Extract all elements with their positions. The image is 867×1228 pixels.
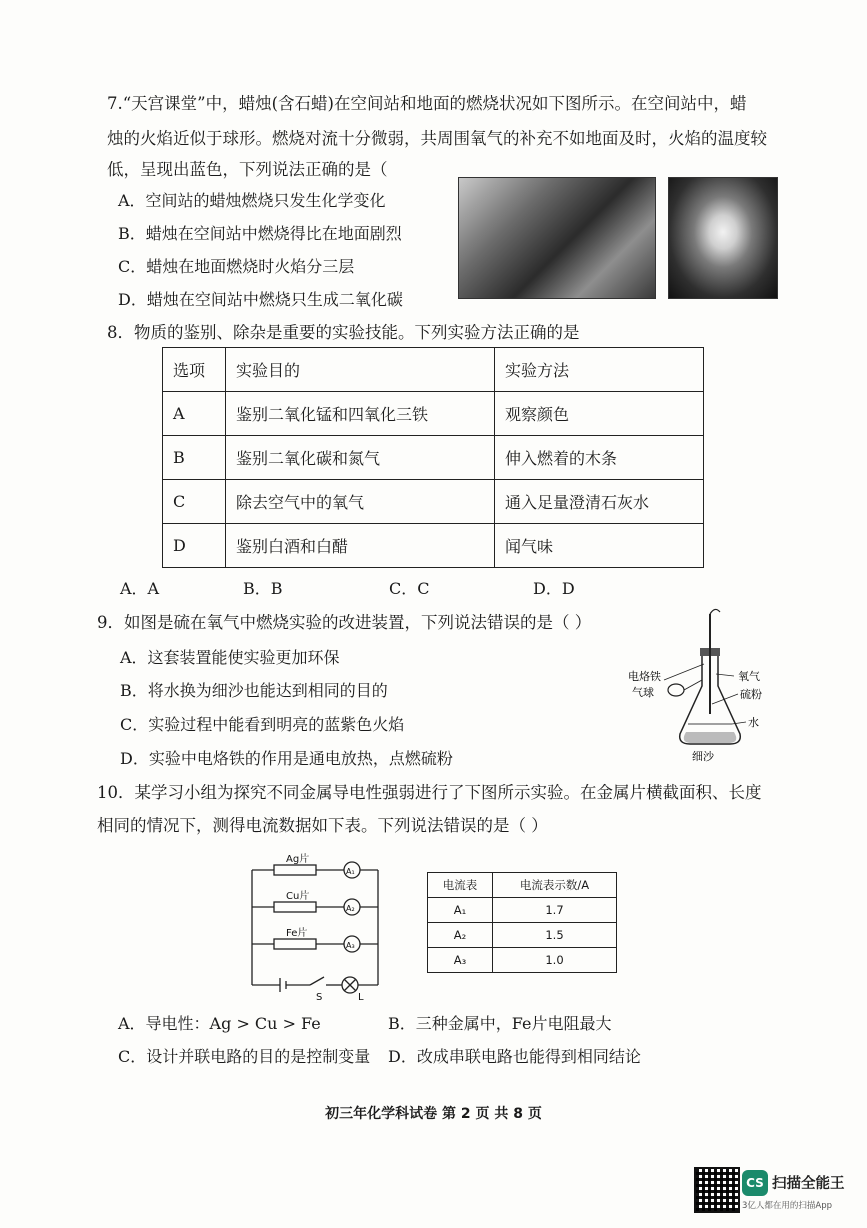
table-header-cell: 实验目的 — [226, 348, 495, 392]
table-cell: A — [163, 392, 226, 436]
q7-stem-line2: 烛的火焰近似于球形。燃烧对流十分微弱，共周围氧气的补充不如地面及时，火焰的温度较 — [107, 129, 767, 148]
label-a1: A₁ — [346, 867, 355, 876]
page-footer: 初三年化学科试卷 第 2 页 共 8 页 — [325, 1106, 542, 1122]
q8-option-c: C．C — [389, 579, 430, 598]
label-oxygen: 氧气 — [738, 670, 760, 683]
q9-option-c: C．实验过程中能看到明亮的蓝紫色火焰 — [120, 715, 405, 734]
q7-stem-line3: 低，呈现出蓝色，下列说法正确的是（ — [107, 160, 388, 179]
label-cu: Cu片 — [286, 891, 310, 902]
label-sand: 细沙 — [692, 750, 714, 763]
table-cell: A₁ — [428, 898, 493, 923]
table-cell: 鉴别二氧化锰和四氧化三铁 — [226, 392, 495, 436]
label-sulfur: 硫粉 — [740, 688, 762, 701]
table-cell: 鉴别白酒和白醋 — [226, 524, 495, 568]
label-a2: A₂ — [346, 904, 355, 913]
table-row — [163, 524, 704, 568]
q10-option-d: D．改成串联电路也能得到相同结论 — [388, 1047, 641, 1066]
q8-table — [162, 347, 704, 568]
parallel-circuit-figure — [244, 850, 394, 1000]
candle-space-photo — [668, 177, 778, 299]
table-cell: D — [163, 524, 226, 568]
qr-code-icon — [694, 1167, 740, 1213]
q9-option-a: A．这套装置能使实验更加环保 — [120, 648, 340, 667]
q7-option-b: B．蜡烛在空间站中燃烧得比在地面剧烈 — [118, 224, 402, 243]
q9-stem: 9．如图是硫在氧气中燃烧实验的改进装置，下列说法错误的是（ ） — [97, 613, 592, 632]
q8-option-a: A．A — [120, 579, 160, 598]
camscanner-logo-icon: CS — [742, 1170, 768, 1196]
balloon — [668, 684, 684, 696]
q7-stem-line1: 7.“天宫课堂”中，蜡烛(含石蜡)在空间站和地面的燃烧状况如下图所示。在空间站中，蜡 — [107, 94, 747, 113]
label-l: L — [358, 992, 364, 1000]
table-cell: 1.7 — [493, 898, 617, 923]
q10-option-a: A．导电性：Ag > Cu > Fe — [118, 1014, 321, 1033]
label-balloon: 气球 — [632, 686, 654, 699]
sulfur-apparatus-figure — [620, 604, 780, 766]
table-row — [163, 436, 704, 480]
table-cell: 伸入燃着的木条 — [495, 436, 704, 480]
label-water: 水 — [748, 716, 759, 729]
camscanner-tagline: 3亿人都在用的扫描App — [742, 1201, 833, 1211]
q8-stem: 8．物质的鉴别、除杂是重要的实验技能。下列实验方法正确的是 — [107, 323, 580, 342]
camscanner-name: 扫描全能王 — [772, 1176, 845, 1192]
label-ag: Ag片 — [286, 854, 310, 865]
table-cell: A₃ — [428, 948, 493, 973]
label-fe: Fe片 — [286, 928, 308, 939]
table-cell: 鉴别二氧化碳和氮气 — [226, 436, 495, 480]
sand-layer — [684, 732, 737, 743]
table-header-row — [163, 348, 704, 392]
table-header-cell: 电流表 — [428, 873, 493, 898]
switch — [310, 977, 324, 985]
q7-option-c: C．蜡烛在地面燃烧时火焰分三层 — [118, 257, 355, 276]
iron-wire — [710, 609, 720, 614]
q10-current-table — [427, 872, 617, 973]
q10-stem-line2: 相同的情况下，测得电流数据如下表。下列说法错误的是（ ） — [97, 816, 548, 835]
table-cell: C — [163, 480, 226, 524]
candle-earth-photo — [458, 177, 656, 299]
table-header-cell: 实验方法 — [495, 348, 704, 392]
label-s: S — [316, 992, 323, 1000]
q9-option-b: B．将水换为细沙也能达到相同的目的 — [120, 681, 388, 700]
label-a3: A₃ — [346, 941, 355, 950]
cu-resistor — [274, 902, 316, 912]
q9-option-d: D．实验中电烙铁的作用是通电放热，点燃硫粉 — [120, 749, 453, 768]
table-cell: B — [163, 436, 226, 480]
table-cell: 闻气味 — [495, 524, 704, 568]
table-row — [428, 898, 617, 923]
table-row — [428, 948, 617, 973]
q10-option-b: B．三种金属中，Fe片电阻最大 — [388, 1014, 612, 1033]
table-header-cell: 电流表示数/A — [493, 873, 617, 898]
ag-resistor — [274, 865, 316, 875]
q7-option-d: D．蜡烛在空间站中燃烧只生成二氧化碳 — [118, 290, 403, 309]
table-header-cell: 选项 — [163, 348, 226, 392]
table-cell: A₂ — [428, 923, 493, 948]
q7-option-a: A．空间站的蜡烛燃烧只发生化学变化 — [118, 191, 386, 210]
table-row — [163, 392, 704, 436]
table-row — [428, 923, 617, 948]
table-header-row — [428, 873, 617, 898]
q8-option-d: D．D — [533, 579, 575, 598]
table-row — [163, 480, 704, 524]
table-cell: 观察颜色 — [495, 392, 704, 436]
balloon-tube — [684, 680, 702, 690]
table-cell: 1.5 — [493, 923, 617, 948]
table-cell: 1.0 — [493, 948, 617, 973]
q10-option-c: C．设计并联电路的目的是控制变量 — [118, 1047, 371, 1066]
table-cell: 通入足量澄清石灰水 — [495, 480, 704, 524]
q10-stem-line1: 10．某学习小组为探究不同金属导电性强弱进行了下图所示实验。在金属片横截面积、长度 — [97, 783, 762, 802]
fe-resistor — [274, 939, 316, 949]
q8-option-b: B．B — [243, 579, 283, 598]
label-iron: 电烙铁 — [628, 670, 661, 683]
table-cell: 除去空气中的氧气 — [226, 480, 495, 524]
